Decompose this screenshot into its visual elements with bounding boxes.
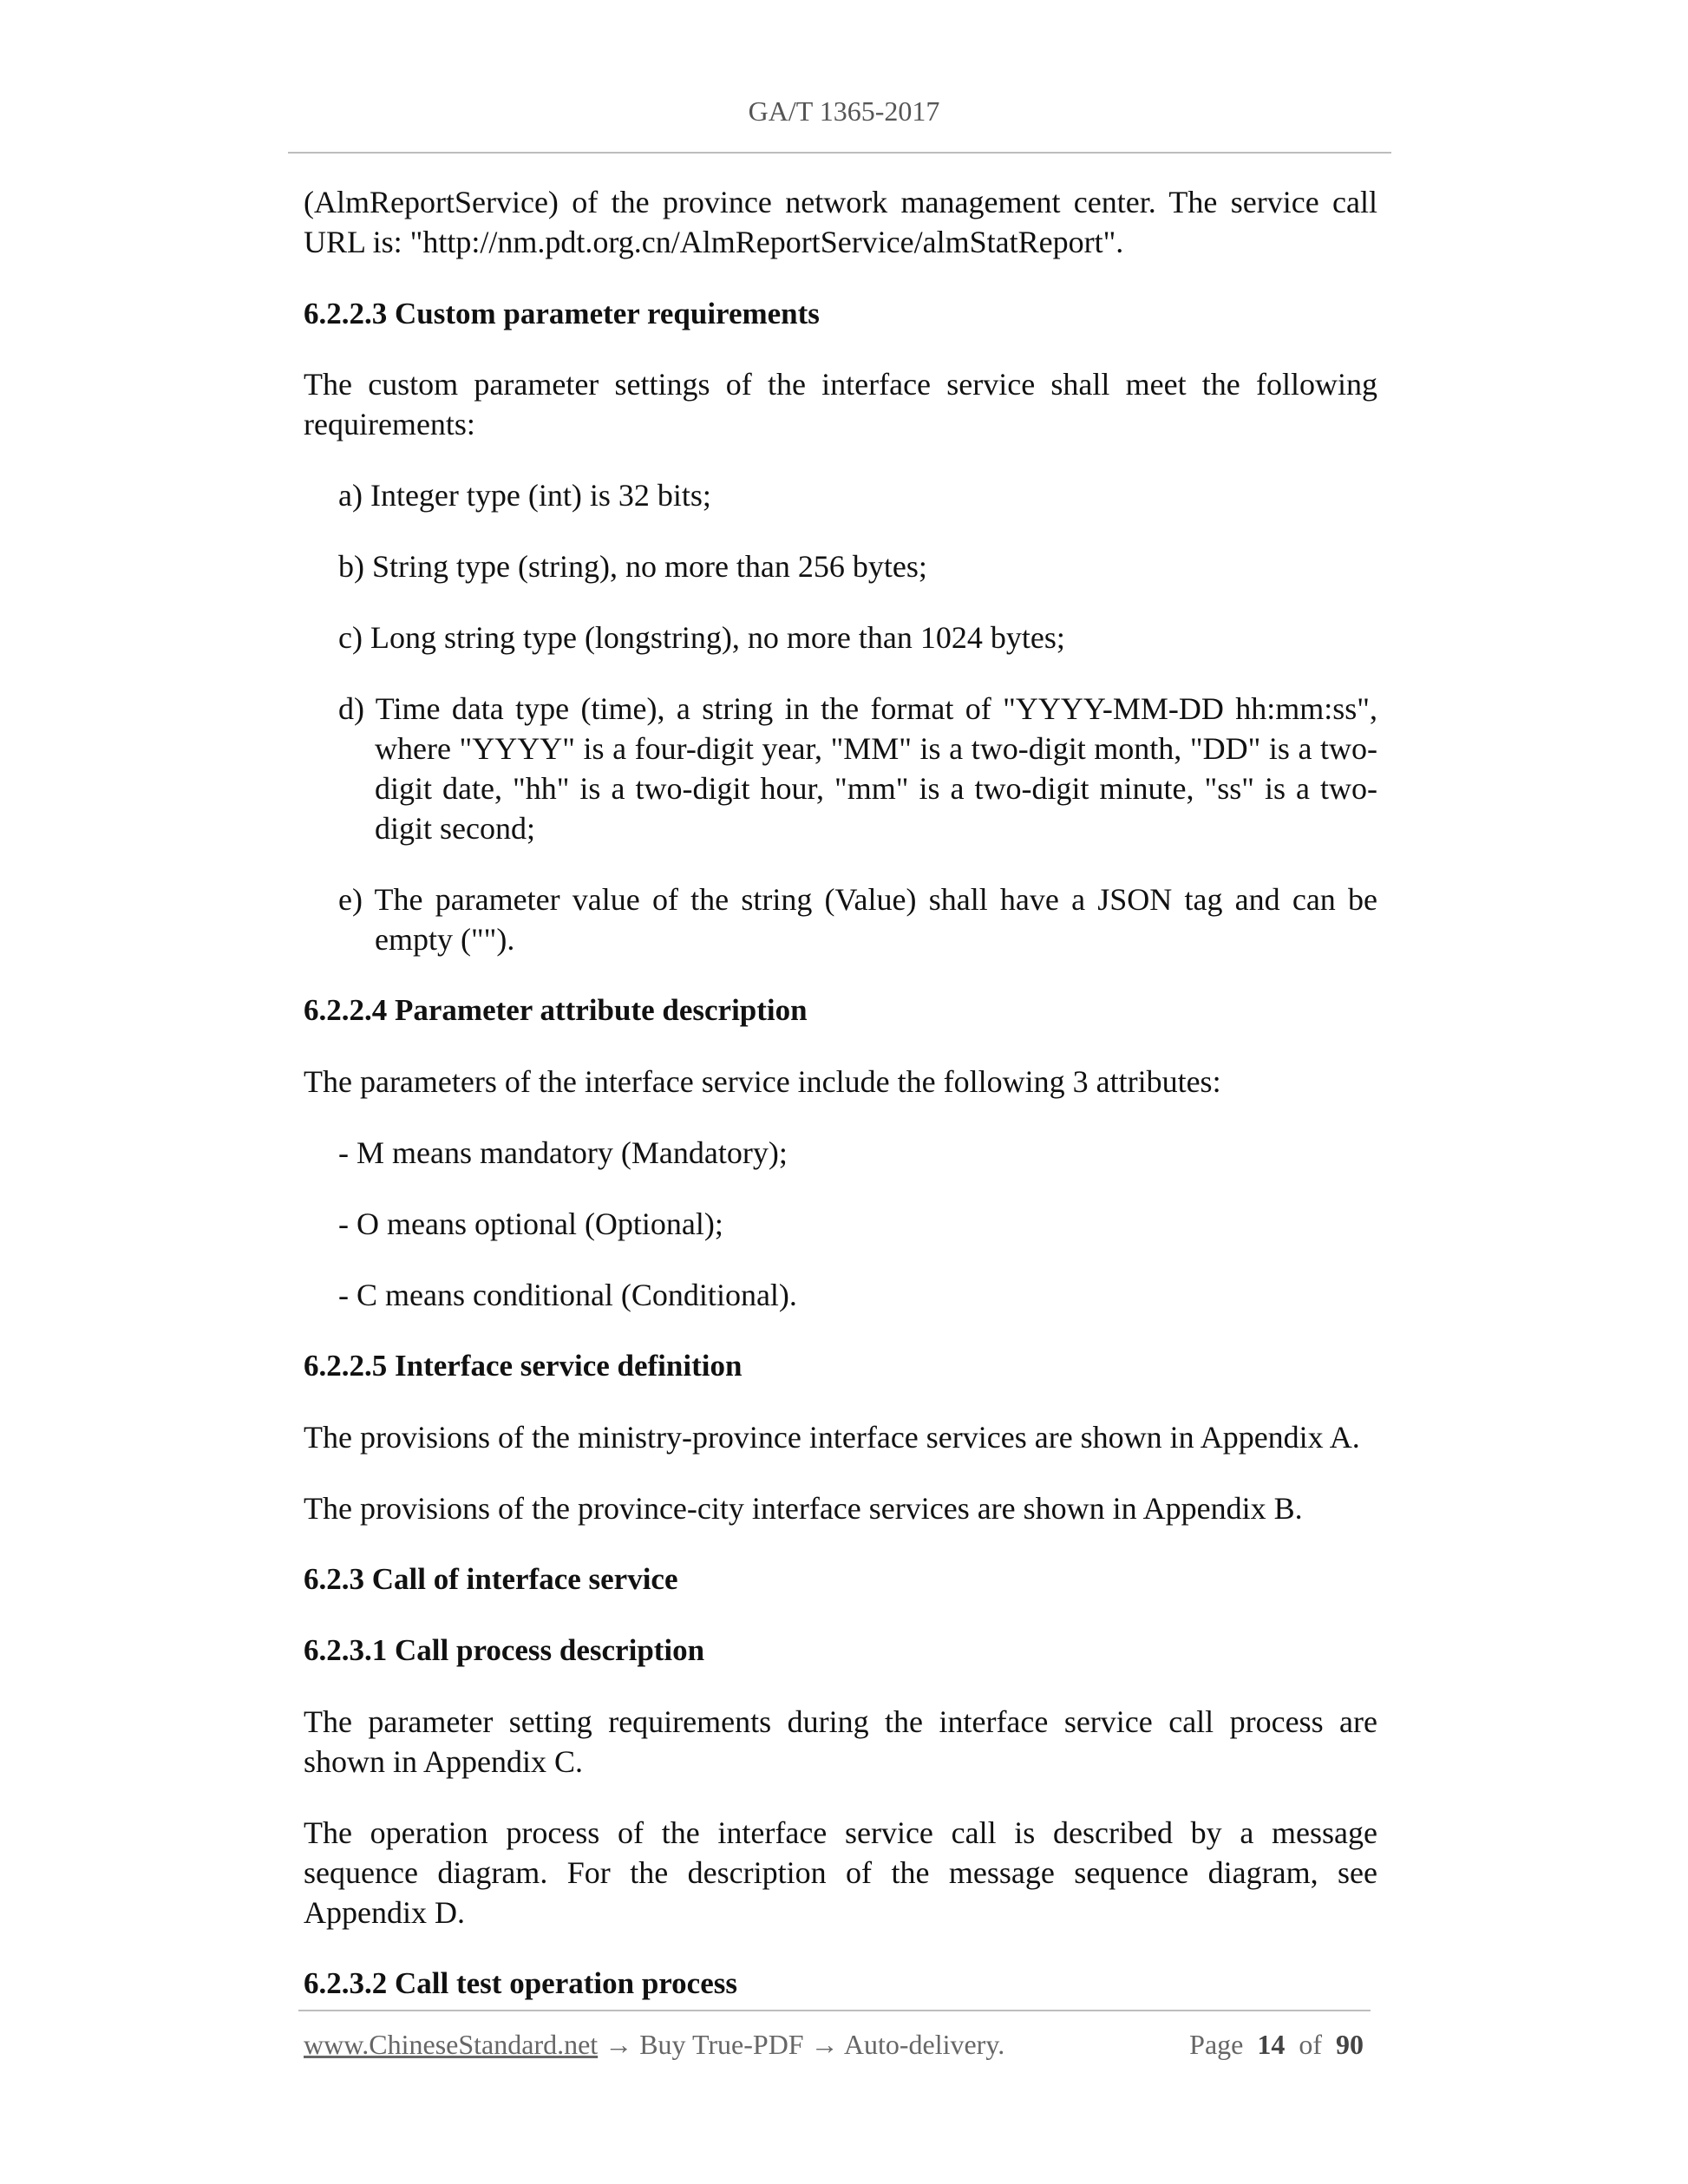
- header-divider: [288, 152, 1391, 154]
- delivery-text: Auto-delivery.: [843, 2029, 1005, 2060]
- attribute-item-o: - O means optional (Optional);: [338, 1206, 723, 1241]
- footer-promo: [304, 2029, 1004, 2061]
- paragraph: The parameter setting requirements during the interface service call process are shown in Appendix C.: [304, 1704, 1377, 1779]
- page-content: [304, 182, 1377, 2004]
- section-heading-6-2-2-4: 6.2.2.4 Parameter attribute description: [304, 993, 808, 1027]
- arrow-right-icon: →: [605, 2029, 633, 2060]
- list-item-a: a) Integer type (int) is 32 bits;: [338, 478, 711, 513]
- list-item-d: d) Time data type (time), a string in the format of "YYYY-MM-DD hh:mm:ss", where "YYYY" is a four-digit year, "MM" is a two-digit month, "DD" is a two-digit date, "hh" is a two-digit hour, "mm" is a two-digit minute, "ss" is a two-digit second;: [338, 691, 1377, 846]
- section-heading-6-2-3-1: 6.2.3.1 Call process description: [304, 1633, 705, 1667]
- section-heading-6-2-2-5: 6.2.2.5 Interface service definition: [304, 1349, 743, 1383]
- attribute-item-m: - M means mandatory (Mandatory);: [338, 1135, 788, 1170]
- of-label: of: [1299, 2029, 1322, 2060]
- attribute-item-c: - C means conditional (Conditional).: [338, 1278, 797, 1312]
- document-code-header: GA/T 1365-2017: [748, 95, 940, 127]
- page-current: 14: [1257, 2029, 1286, 2060]
- list-item-e: e) The parameter value of the string (Value) shall have a JSON tag and can be empty ("").: [338, 882, 1377, 957]
- paragraph: The custom parameter settings of the interface service shall meet the following requirements:: [304, 367, 1377, 441]
- buy-text: Buy True-PDF: [639, 2029, 804, 2060]
- list-item-c: c) Long string type (longstring), no more than 1024 bytes;: [338, 620, 1065, 655]
- section-heading-6-2-3: 6.2.3 Call of interface service: [304, 1562, 678, 1596]
- page-total: 90: [1336, 2029, 1364, 2060]
- footer-divider: [298, 2010, 1371, 2011]
- paragraph: The operation process of the interface service call is described by a message sequence diagram. For the description of the message sequence diagram, see Appendix D.: [304, 1815, 1377, 1930]
- list-item-b: b) String type (string), no more than 256 bytes;: [338, 549, 927, 584]
- arrow-right-icon: →: [810, 2029, 839, 2060]
- paragraph: (AlmReportService) of the province network management center. The service call URL is: "http://nm.pdt.org.cn/AlmReportService/almStatReport".: [304, 185, 1377, 259]
- section-heading-6-2-2-3: 6.2.2.3 Custom parameter requirements: [304, 297, 820, 330]
- paragraph: The provisions of the province-city interface services are shown in Appendix B.: [304, 1491, 1303, 1526]
- section-heading-6-2-3-2: 6.2.3.2 Call test operation process: [304, 1966, 737, 2000]
- paragraph: The parameters of the interface service include the following 3 attributes:: [304, 1064, 1221, 1099]
- paragraph: The provisions of the ministry-province interface services are shown in Appendix A.: [304, 1420, 1360, 1455]
- site-link[interactable]: www.ChineseStandard.net: [304, 2029, 599, 2060]
- page-label: Page: [1189, 2029, 1244, 2060]
- page-number: [1189, 2029, 1364, 2061]
